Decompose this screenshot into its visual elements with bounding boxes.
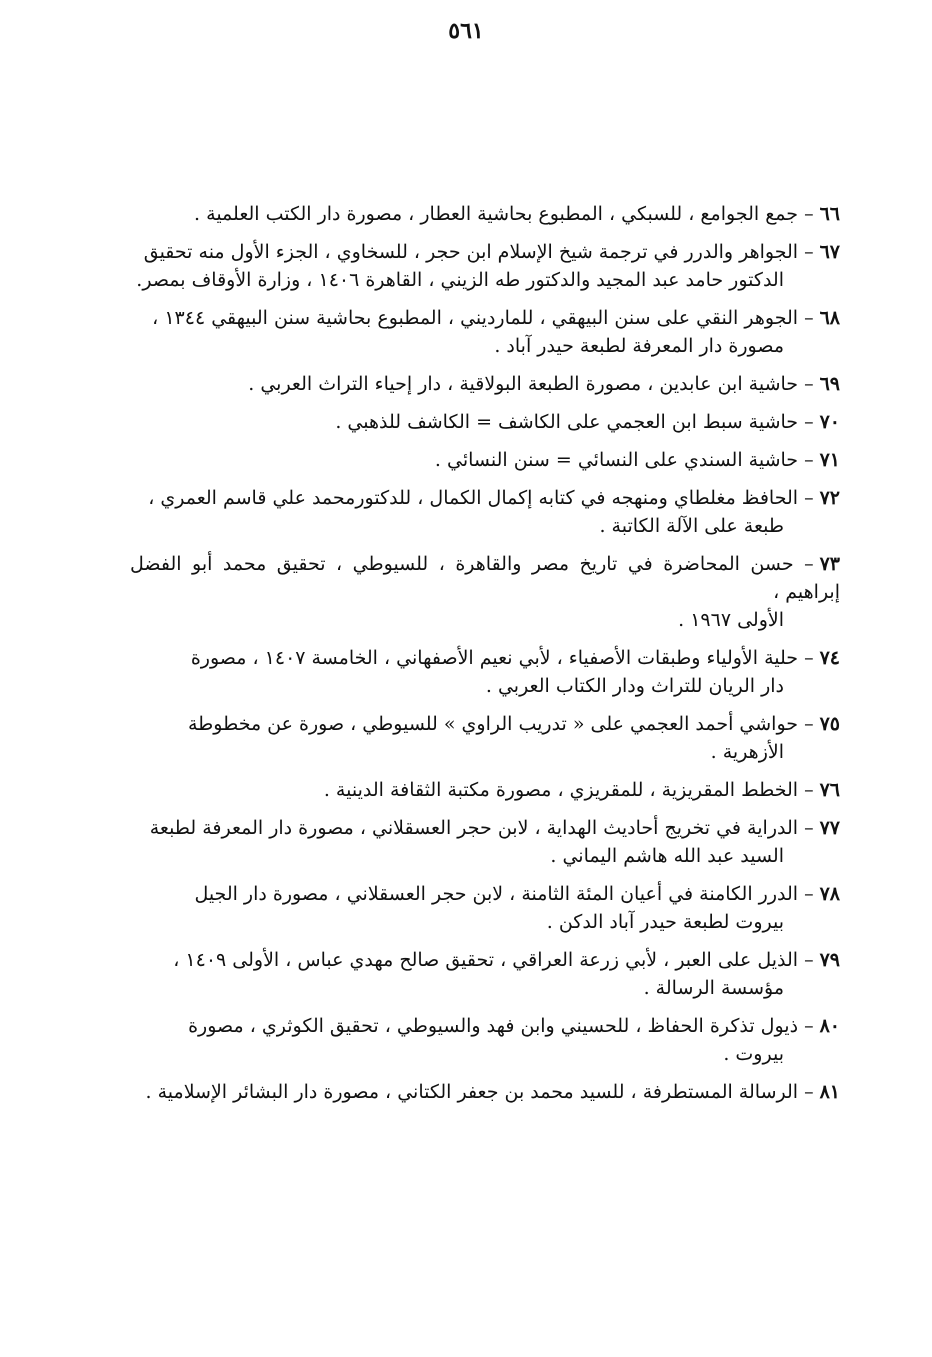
entry-continuation: السيد عبد الله هاشم اليماني .: [550, 845, 784, 867]
bibliography-entry: [130, 776, 840, 804]
bibliography-entry: [130, 446, 840, 474]
entry-text: – حواشي أحمد العجمي على « تدريب الراوي » للسيوطي ، صورة عن مخطوطة: [187, 713, 814, 735]
entry-number: ٧٨: [819, 883, 840, 905]
entry-continuation: الأولى ١٩٦٧ .: [678, 609, 784, 631]
entry-continuation: طبعة على الآلة الكاتبة .: [599, 515, 784, 537]
bibliography-entry: [130, 880, 840, 936]
entry-text: – حاشية ابن عابدين ، مصورة الطبعة البولاقية ، دار إحياء التراث العربي .: [248, 373, 814, 395]
entry-text: – الذيل على العبر ، لأبي زرعة العراقي ، تحقيق صالح مهدي عباس ، الأولى ١٤٠٩ ،: [173, 949, 814, 971]
bibliography-entry: [130, 946, 840, 1002]
bibliography-entry: [130, 814, 840, 870]
entry-text: – حلية الأولياء وطبقات الأصفياء ، لأبي نعيم الأصفهاني ، الخامسة ١٤٠٧ ، مصورة: [190, 647, 814, 669]
entry-text: – حسن المحاضرة في تاريخ مصر والقاهرة ، للسيوطي ، تحقيق محمد أبو الفضل إبراهيم ،: [130, 553, 840, 603]
entry-text: – الجوهر النقي على سنن البيهقي ، للمارديني ، المطبوع بحاشية سنن البيهقي ١٣٤٤ ،: [152, 307, 814, 329]
bibliography-entry: [130, 408, 840, 436]
entry-text: – حاشية السندي على النسائي = سنن النسائي .: [434, 449, 814, 471]
entry-continuation: الأزهرية .: [710, 741, 784, 763]
entry-number: ٧٠: [819, 411, 840, 433]
entry-number: ٦٨: [819, 307, 840, 329]
bibliography-entry: [130, 200, 840, 228]
entry-number: ٧١: [819, 449, 840, 471]
bibliography-entry: [130, 710, 840, 766]
bibliography-entry: [130, 370, 840, 398]
bibliography-entry: [130, 1078, 840, 1106]
entry-number: ٧٦: [819, 779, 840, 801]
entry-number: ٨١: [819, 1081, 840, 1103]
entry-text: – الدراية في تخريج أحاديث الهداية ، لابن حجر العسقلاني ، مصورة دار المعرفة لطبعة: [149, 817, 814, 839]
entry-text: – الدرر الكامنة في أعيان المئة الثامنة ، لابن حجر العسقلاني ، مصورة دار الجيل: [194, 883, 814, 905]
bibliography-entry: [130, 550, 840, 634]
entry-number: ٦٩: [819, 373, 840, 395]
entry-number: ٦٧: [819, 241, 840, 263]
entry-number: ٧٧: [819, 817, 840, 839]
entry-continuation: مؤسسة الرسالة .: [643, 977, 784, 999]
entry-continuation: الدكتور حامد عبد المجيد والدكتور طه الزيني ، القاهرة ١٤٠٦ ، وزارة الأوقاف بمصر.: [136, 269, 784, 291]
entry-text: – ذيول تذكرة الحفاظ ، للحسيني وابن فهد والسيوطي ، تحقيق الكوثري ، مصورة: [188, 1015, 814, 1037]
bibliography-list: [130, 200, 840, 1116]
entry-number: ٧٣: [819, 553, 840, 575]
entry-text: – الحافظ مغلطاي ومنهجه في كتابه إكمال الكمال ، للدكتورمحمد علي قاسم العمري ،: [148, 487, 814, 509]
entry-continuation: دار الريان للتراث ودار الكتاب العربي .: [485, 675, 784, 697]
bibliography-entry: [130, 644, 840, 700]
bibliography-entry: [130, 304, 840, 360]
entry-text: – جمع الجوامع ، للسبكي ، المطبوع بحاشية العطار ، مصورة دار الكتب العلمية .: [194, 203, 814, 225]
entry-number: ٧٥: [819, 713, 840, 735]
entry-continuation: بيروت لطبعة حيدر آباد الدكن .: [546, 911, 784, 933]
entry-continuation: بيروت .: [723, 1043, 784, 1065]
entry-text: – الخطط المقريزية ، للمقريزي ، مصورة مكتبة الثقافة الدينية .: [323, 779, 814, 801]
bibliography-entry: [130, 238, 840, 294]
entry-number: ٨٠: [819, 1015, 840, 1037]
entry-text: – حاشية سبط ابن العجمي على الكاشف = الكاشف للذهبي .: [335, 411, 814, 433]
entry-number: ٧٢: [819, 487, 840, 509]
entry-text: – الرسالة المستطرفة ، للسيد محمد بن جعفر الكتاني ، مصورة دار البشائر الإسلامية .: [145, 1081, 814, 1103]
bibliography-entry: [130, 484, 840, 540]
entry-text: – الجواهر والدرر في ترجمة شيخ الإسلام ابن حجر ، للسخاوي ، الجزء الأول منه تحقيق: [143, 241, 814, 263]
entry-number: ٧٤: [819, 647, 840, 669]
entry-continuation: مصورة دار المعرفة لطبعة حيدر آباد .: [494, 335, 784, 357]
entry-number: ٧٩: [819, 949, 840, 971]
entry-number: ٦٦: [819, 203, 840, 225]
bibliography-entry: [130, 1012, 840, 1068]
page-number: ٥٦١: [448, 18, 484, 44]
